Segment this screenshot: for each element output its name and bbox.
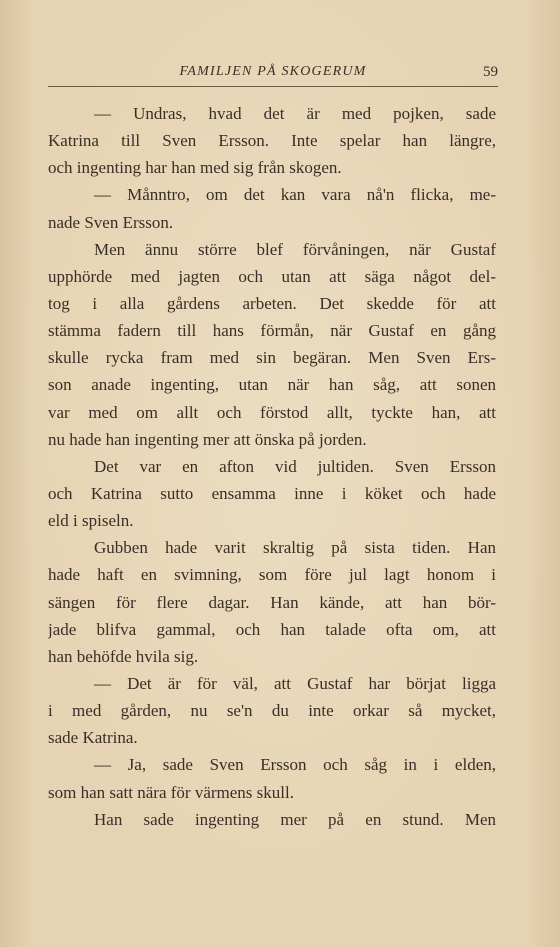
text-line: nu hade han ingenting mer att önska på jorden. xyxy=(48,429,367,449)
text-line: och Katrina sutto ensamma inne i köket och hade xyxy=(48,483,496,503)
text-line: — Det är för väl, att Gustaf har börjat ligga xyxy=(94,673,496,693)
text-line: och ingenting har han med sig från skogen. xyxy=(48,158,342,178)
text-line: — Ja, sade Sven Ersson och såg in i elden, xyxy=(94,755,496,775)
text-line: upphörde med jagten och utan att säga något del- xyxy=(48,266,496,286)
body-text xyxy=(48,100,496,833)
text-line: tog i alla gårdens arbeten. Det skedde för att xyxy=(48,293,496,313)
page-number: 59 xyxy=(483,64,498,80)
text-line: Det var en afton vid jultiden. Sven Ersson xyxy=(94,456,496,476)
text-line: stämma fadern till hans förmån, när Gustaf en gång xyxy=(48,321,496,341)
text-line: — Månntro, om det kan vara nå'n flicka, me- xyxy=(94,185,496,205)
text-line: sängen för flere dagar. Han kände, att han bör- xyxy=(48,592,496,612)
text-line: var med om allt och förstod allt, tyckte han, att xyxy=(48,402,496,422)
text-line: Men ännu större blef förvåningen, när Gustaf xyxy=(94,239,496,259)
text-line: jade blifva gammal, och han talade ofta om, att xyxy=(48,619,496,639)
text-line: Gubben hade varit skraltig på sista tiden. Han xyxy=(94,538,496,558)
text-line: — Undras, hvad det är med pojken, sade xyxy=(94,104,496,123)
text-line: eld i spiseln. xyxy=(48,511,134,531)
running-title: FAMILJEN PÅ SKOGERUM xyxy=(179,64,367,79)
text-line: nade Sven Ersson. xyxy=(48,212,174,232)
text-line: han behöfde hvila sig. xyxy=(48,646,199,666)
text-line: Han sade ingenting mer på en stund. Men xyxy=(94,809,496,829)
text-line: Katrina till Sven Ersson. Inte spelar han längre, xyxy=(48,131,496,151)
text-line: som han satt nära för värmens skull. xyxy=(48,782,294,802)
text-line: skulle rycka fram med sin begäran. Men Sven Ers- xyxy=(48,348,496,368)
running-header xyxy=(48,62,498,87)
text-line: sade Katrina. xyxy=(48,728,138,748)
text-line: i med gården, nu se'n du inte orkar så mycket, xyxy=(48,701,496,721)
text-line: son anade ingenting, utan när han såg, att sonen xyxy=(48,375,496,395)
text-line: hade haft en svimning, som före jul lagt honom i xyxy=(48,565,496,585)
